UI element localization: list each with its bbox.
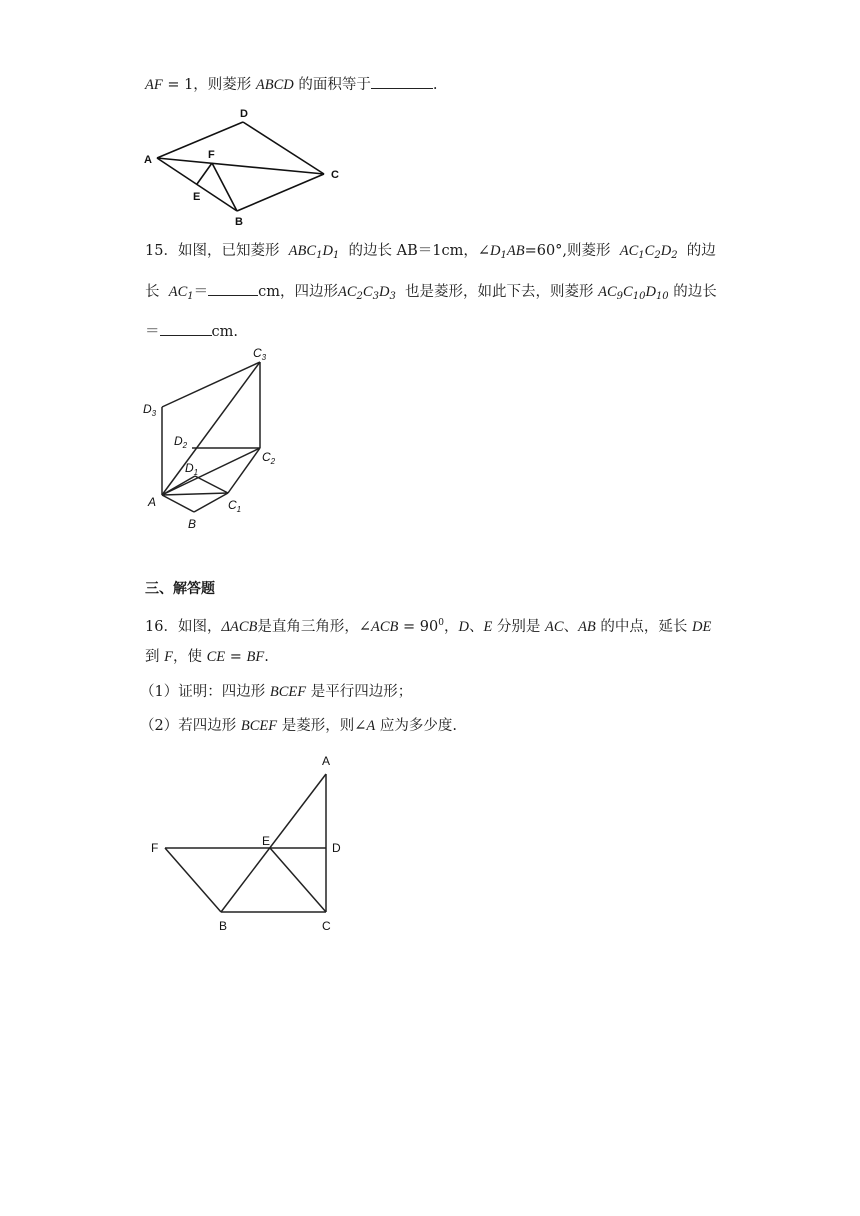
- text: = 1，则菱形: [162, 77, 256, 93]
- text: 的面积等于: [293, 77, 371, 93]
- label-d3: [143, 402, 157, 418]
- text: D: [645, 284, 656, 300]
- text: .: [264, 649, 269, 665]
- text: 2: [356, 291, 363, 302]
- text: 的中点，延长: [595, 619, 692, 635]
- label-e: E: [193, 191, 201, 203]
- text: ABC: [288, 243, 317, 259]
- text: AC: [338, 284, 357, 300]
- text: C: [644, 243, 655, 259]
- text: 分别是: [492, 619, 546, 635]
- text: （1）证明：四边形: [140, 684, 270, 700]
- text: 10: [632, 291, 646, 302]
- text: 也是菱形，如此下去，则菱形: [405, 284, 594, 300]
- text: 1: [500, 250, 507, 261]
- label-c: C: [331, 169, 339, 181]
- text: D: [458, 619, 469, 635]
- label-d1: [185, 461, 198, 477]
- label-a: A: [144, 154, 152, 166]
- text: cm，四边形: [258, 284, 338, 300]
- text: 9: [616, 291, 624, 302]
- text: ＝: [145, 324, 160, 340]
- q15-line-1: [145, 241, 716, 266]
- text: AB: [578, 619, 596, 635]
- text: 2: [270, 457, 276, 466]
- figure-14-rhombus: [140, 105, 350, 230]
- text: 1: [638, 250, 645, 261]
- text: ∠A: [354, 718, 376, 734]
- q15-line-2: [145, 281, 717, 307]
- text: 应为多少度.: [375, 718, 457, 734]
- text: 15．如图，已知菱形: [145, 243, 280, 259]
- text: D: [378, 284, 390, 300]
- text: 3: [389, 291, 396, 302]
- text: 是平行四边形；: [306, 684, 413, 700]
- text: 1: [193, 468, 199, 477]
- text: BCEF: [269, 684, 307, 700]
- answer-blank: [371, 74, 433, 89]
- text: 1: [332, 250, 340, 261]
- q15-line-3: [145, 321, 238, 342]
- label-c: C: [322, 919, 331, 933]
- text: 是直角三角形，: [257, 619, 359, 635]
- text: 2: [182, 441, 188, 450]
- label-b: B: [219, 919, 228, 933]
- q14-tail-line: [145, 74, 438, 95]
- text: 到: [145, 649, 165, 665]
- figure-15-rhombus-sequence: [140, 340, 290, 535]
- text: （2）若四边形: [140, 718, 241, 734]
- text: ＝: [193, 284, 209, 300]
- text: 3: [372, 291, 379, 302]
- text: AC: [168, 284, 188, 300]
- text: ，: [443, 619, 459, 635]
- text: D: [322, 243, 333, 259]
- text: AC: [619, 243, 639, 259]
- text: = 90: [398, 619, 439, 635]
- text: 长: [145, 284, 160, 300]
- text: 1: [236, 505, 242, 514]
- figure-16-triangle: [145, 750, 360, 940]
- text: DE: [692, 619, 712, 635]
- label-a: A: [322, 754, 331, 768]
- text: 1: [187, 291, 194, 302]
- text: C: [262, 450, 271, 464]
- label-e: E: [262, 834, 271, 848]
- text: 1: [316, 250, 323, 261]
- text: 2: [671, 250, 678, 261]
- text: D: [185, 461, 194, 475]
- text: 是菱形，则: [277, 718, 355, 734]
- q16-line-2: [145, 647, 269, 667]
- text: 16．如图，: [145, 619, 222, 635]
- q16-part-1: [140, 682, 412, 702]
- q16-part-2: [140, 716, 457, 736]
- text: ∠ACB: [358, 619, 399, 635]
- text: =60°,则菱形: [524, 243, 611, 259]
- text: C: [253, 346, 262, 360]
- text: 、: [468, 619, 484, 635]
- text: BCEF: [240, 718, 278, 734]
- text: AC: [545, 619, 564, 635]
- label-f: F: [208, 149, 215, 161]
- text: CE: [206, 649, 226, 665]
- text: BF: [246, 649, 265, 665]
- text: cm.: [211, 324, 238, 340]
- text: D: [143, 402, 152, 416]
- text: 的边长: [673, 284, 717, 300]
- label-f: F: [151, 841, 159, 855]
- label-b: B: [188, 517, 197, 531]
- answer-blank: [208, 281, 258, 296]
- text: 的边长 AB＝1cm，: [348, 243, 478, 259]
- text: C: [228, 498, 237, 512]
- math-af: AF: [145, 77, 163, 93]
- text: F: [164, 649, 173, 665]
- label-b: B: [235, 216, 243, 228]
- text: D: [660, 243, 672, 259]
- q16-line-1: [145, 613, 711, 637]
- label-d: D: [240, 108, 248, 120]
- text: C: [362, 284, 373, 300]
- label-c2: [262, 450, 276, 466]
- text: ΔACB: [221, 619, 258, 635]
- text: 的边: [686, 243, 716, 259]
- label-c3: [253, 346, 267, 362]
- text: 3: [261, 353, 267, 362]
- label-d: D: [332, 841, 341, 855]
- label-d2: [174, 434, 188, 450]
- text: .: [432, 77, 438, 93]
- text: D: [174, 434, 183, 448]
- text: 、: [563, 619, 579, 635]
- math-abcd: ABCD: [255, 77, 294, 93]
- text: 3: [151, 409, 157, 418]
- answer-blank: [160, 321, 212, 336]
- label-a: A: [148, 495, 157, 509]
- text: E: [483, 619, 493, 635]
- label-c1: [228, 498, 241, 514]
- text: 10: [655, 291, 669, 302]
- text: AB: [506, 243, 525, 259]
- text: AC: [598, 284, 617, 300]
- text: ，使: [172, 649, 207, 665]
- text: ∠D: [477, 243, 501, 259]
- section-heading: 三、解答题: [145, 581, 215, 597]
- text: 2: [654, 250, 661, 261]
- text: 0: [438, 618, 444, 628]
- text: C: [623, 284, 633, 300]
- text: =: [225, 649, 247, 665]
